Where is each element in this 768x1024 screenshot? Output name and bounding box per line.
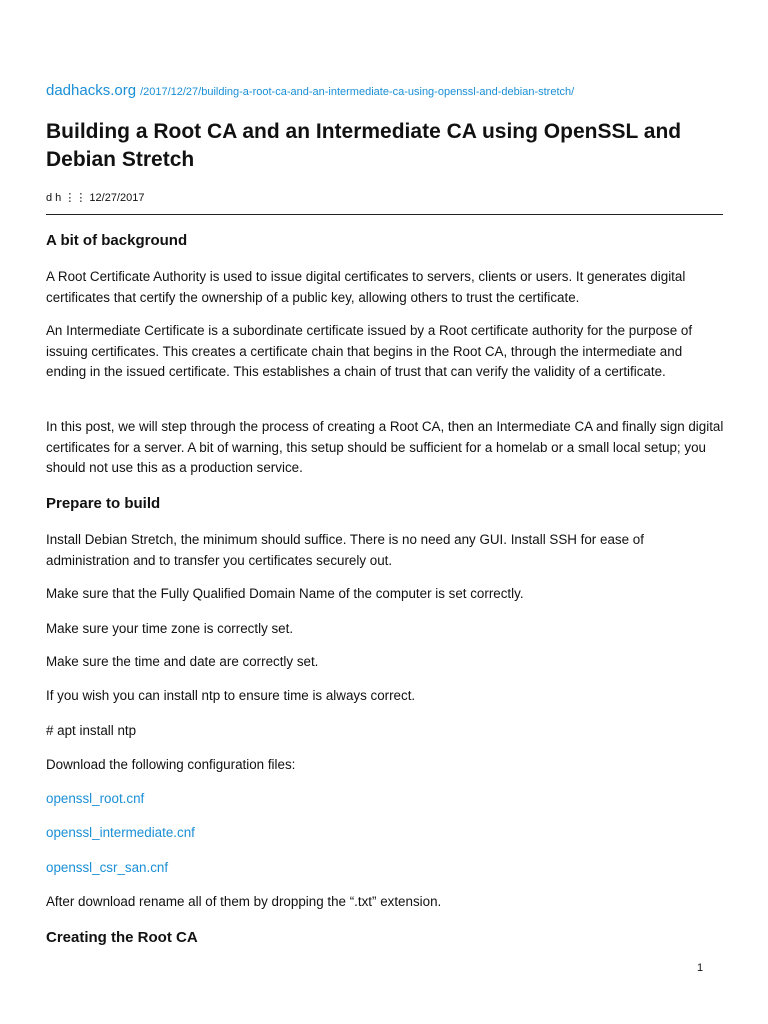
site-domain-link[interactable]: dadhacks.org (46, 82, 137, 99)
page-number: 1 (697, 962, 704, 974)
paragraph-prepare-6: Download the following configuration files: (46, 757, 296, 772)
paragraph-prepare-4: Make sure the time and date are correctly set. (46, 654, 319, 669)
heading-background: A bit of background (46, 232, 188, 249)
heading-root-ca: Creating the Root CA (46, 929, 198, 946)
paragraph-background-3: In this post, we will step through the process of creating a Root CA, then an Intermediate CA and finally sign digital certificates for a server. A bit of warning, this setup should be sufficient for a homelab or a small local setup; you should not use this as a production service. (46, 419, 724, 475)
page-title: Building a Root CA and an Intermediate CA using OpenSSL and Debian Stretch (46, 120, 682, 171)
paragraph-background-2: An Intermediate Certificate is a subordinate certificate issued by a Root certificate authority for the purpose of issuing certificates. This creates a certificate chain that begins in the Root CA, through the intermediate and ending in the issued certificate. This establishes a chain of trust that can verify the validity of a certificate. (46, 323, 693, 379)
paragraph-prepare-2: Make sure that the Fully Qualified Domain Name of the computer is set correctly. (46, 586, 524, 601)
paragraph-prepare-3: Make sure your time zone is correctly set. (46, 621, 294, 636)
command-line: # apt install ntp (46, 723, 137, 738)
file-link-openssl-intermediate[interactable]: openssl_intermediate.cnf (46, 825, 195, 840)
paragraph-prepare-7: After download rename all of them by dropping the “.txt” extension. (46, 894, 442, 909)
file-link-openssl-csr-san[interactable]: openssl_csr_san.cnf (46, 860, 169, 875)
paragraph-prepare-1: Install Debian Stretch, the minimum should suffice. There is no need any GUI. Install SSH for ease of administration and to transfer you certificates securely out. (46, 532, 644, 568)
site-path-link[interactable]: /2017/12/27/building-a-root-ca-and-an-intermediate-ca-using-openssl-and-debian-stretch/ (140, 86, 575, 98)
heading-prepare: Prepare to build (46, 495, 161, 512)
paragraph-prepare-5: If you wish you can install ntp to ensure time is always correct. (46, 688, 416, 703)
paragraph-background-1: A Root Certificate Authority is used to issue digital certificates to servers, clients or users. It generates digital certificates that certify the ownership of a public key, allowing others to trust the certificate. (46, 269, 686, 305)
byline: d h ⋮⋮ 12/27/2017 (46, 192, 145, 204)
divider (46, 214, 723, 215)
site-url (46, 82, 574, 100)
file-link-openssl-root[interactable]: openssl_root.cnf (46, 791, 145, 806)
